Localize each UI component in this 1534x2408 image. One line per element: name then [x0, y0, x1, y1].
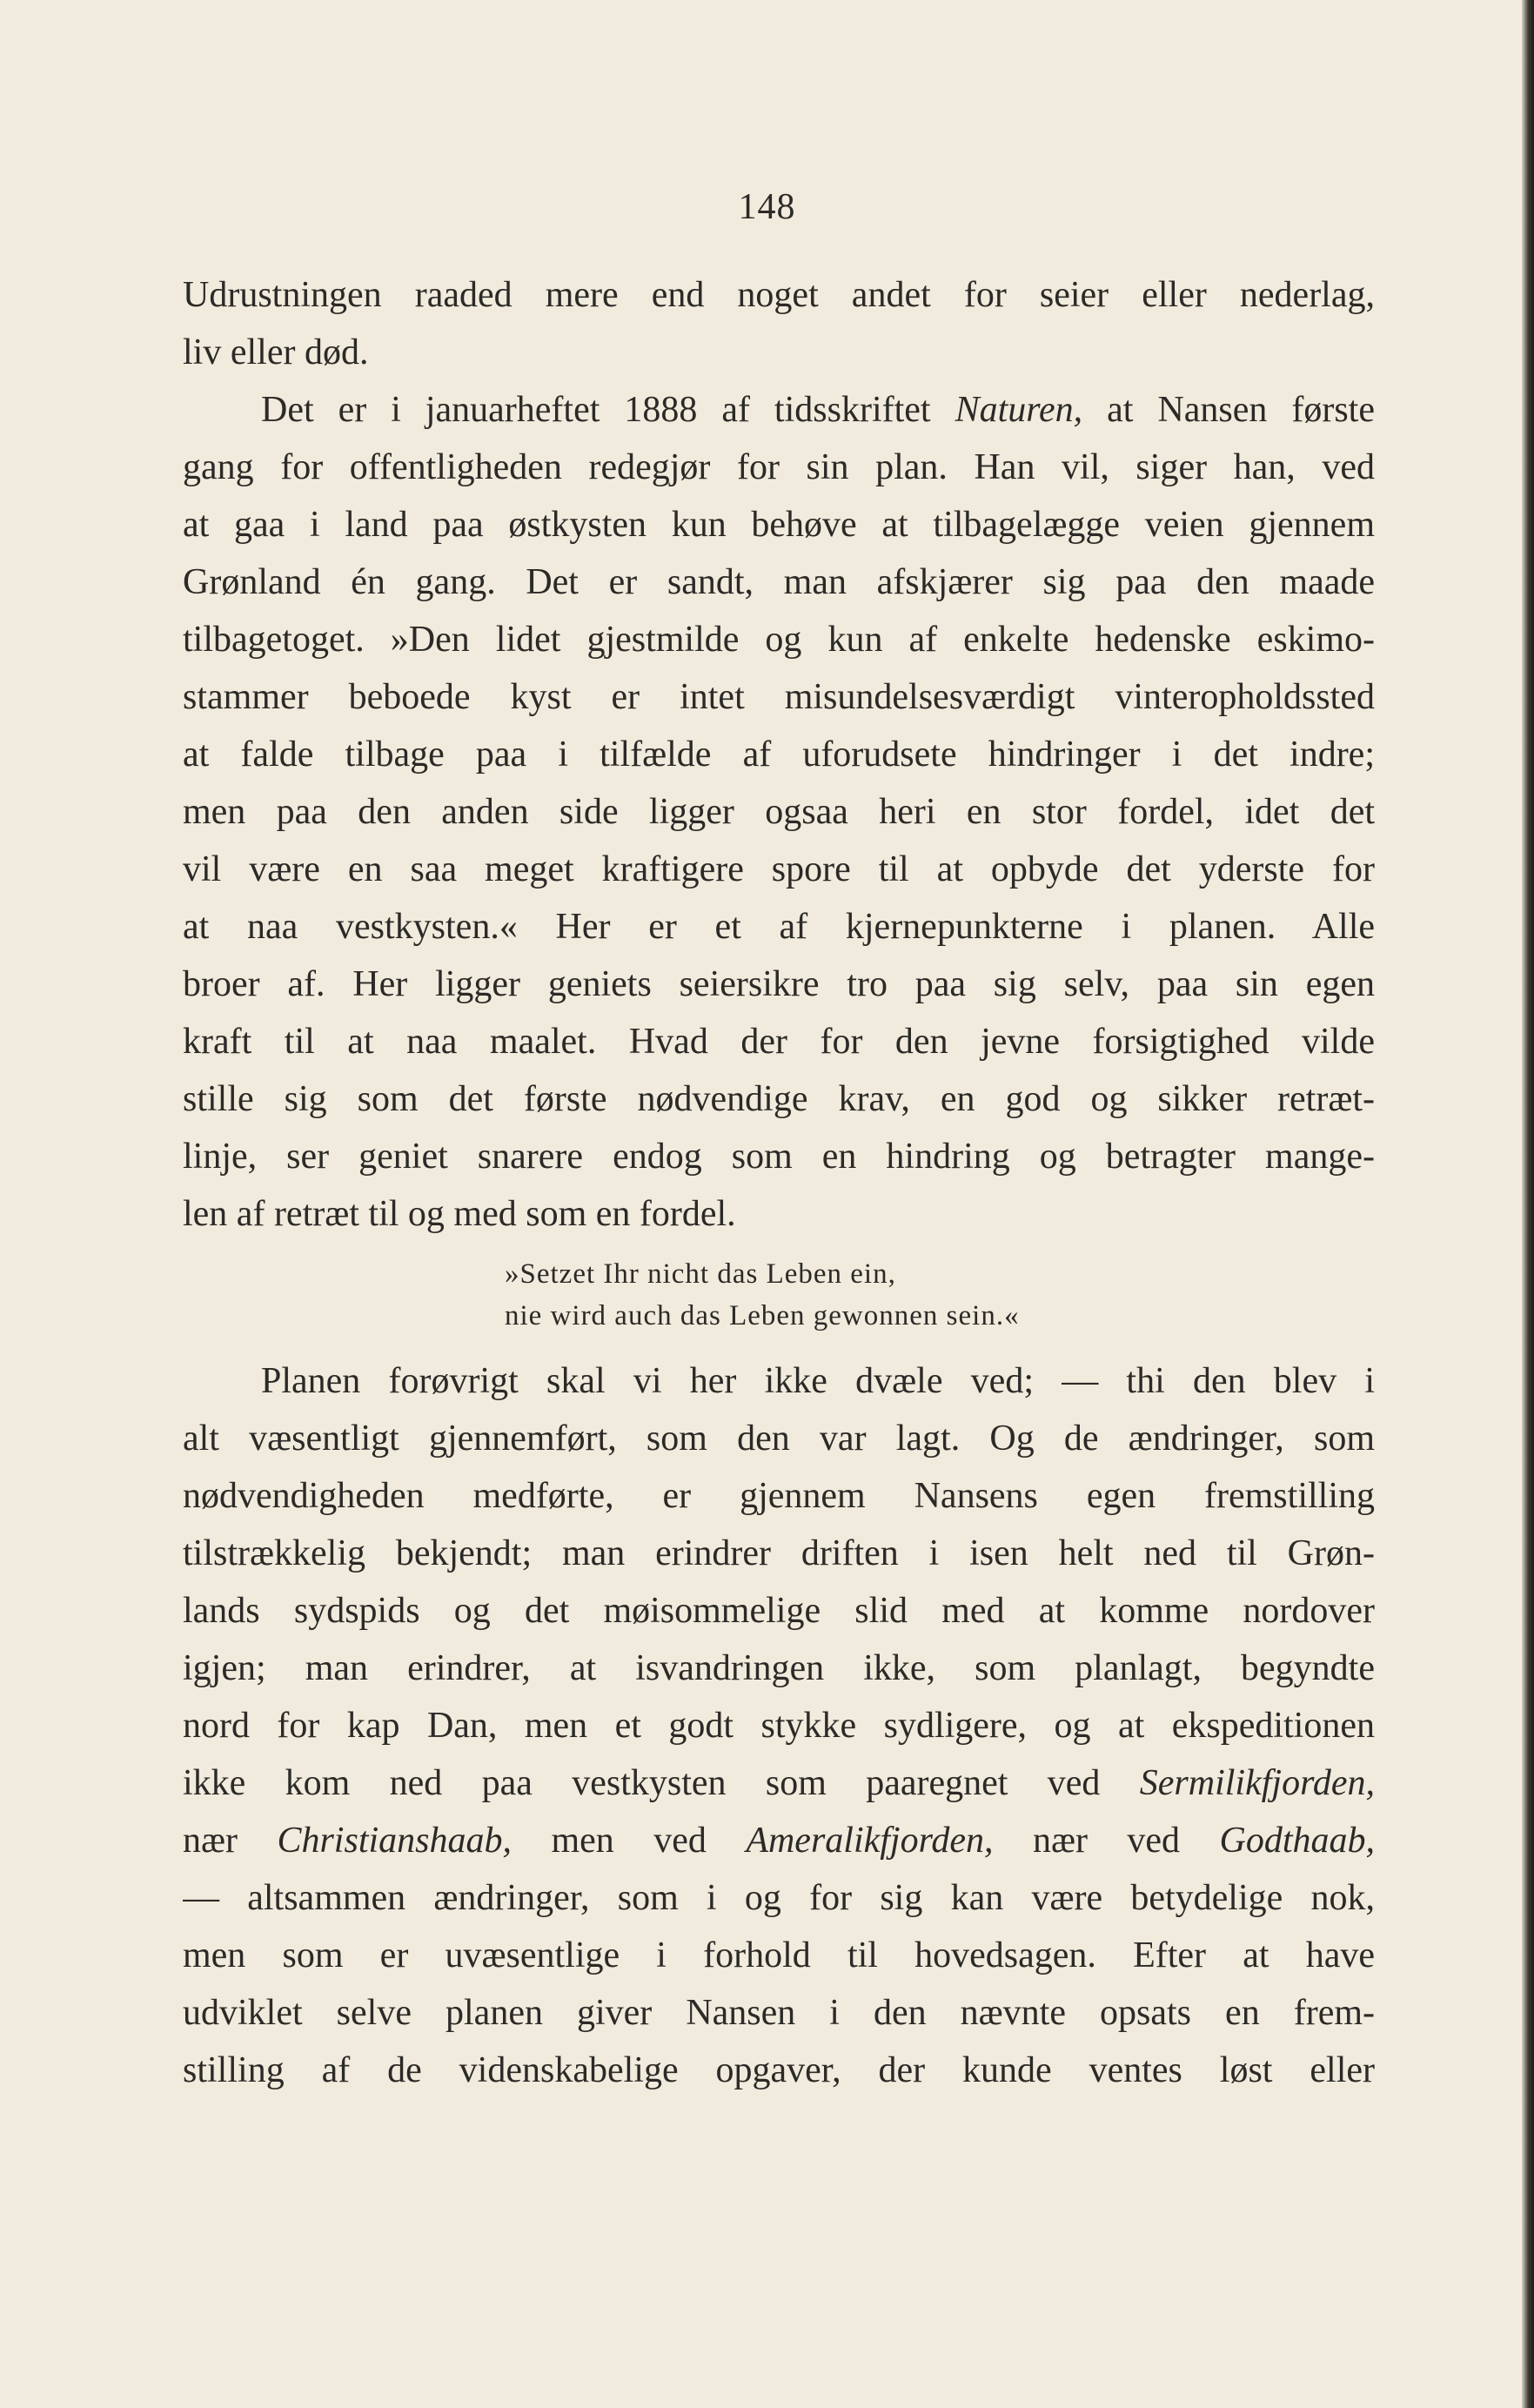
text-line: at gaa i land paa østkysten kun behøve at tilbagelægge veien gjennem — [183, 505, 1375, 545]
text-line: udviklet selve planen giver Nansen i den nævnte opsats en frem- — [183, 1993, 1375, 2033]
text-line: lands sydspids og det møisommelige slid med at komme nordover — [183, 1591, 1375, 1631]
text-line: igjen; man erindrer, at isvandringen ikke, som planlagt, begyndte — [183, 1648, 1375, 1688]
journal-title: Naturen, — [955, 390, 1083, 430]
place-name: Sermilikfjorden, — [1139, 1763, 1375, 1803]
text-line: Planen forøvrigt skal vi her ikke dvæle ved; — thi den blev i — [261, 1361, 1375, 1401]
page-number: 148 — [738, 187, 796, 227]
text-segment: ikke kom ned paa vestkysten som paaregnet ved — [183, 1763, 1140, 1803]
text-line: nord for kap Dan, men et godt stykke sydligere, og at ekspeditionen — [183, 1706, 1375, 1746]
page-edge-shadow — [1522, 0, 1534, 2408]
text-line — [183, 1812, 1375, 1869]
text-line — [183, 1754, 1375, 1812]
place-name: Ameralikfjorden, — [746, 1821, 994, 1861]
text-line: alt væsentligt gjennemført, som den var lagt. Og de ændringer, som — [183, 1419, 1375, 1459]
text-line: men paa den anden side ligger ogsaa heri en stor fordel, idet det — [183, 792, 1375, 832]
text-line: kraft til at naa maalet. Hvad der for den jevne forsigtighed vilde — [183, 1022, 1375, 1062]
text-line: men som er uvæsentlige i forhold til hovedsagen. Efter at have — [183, 1935, 1375, 1975]
text-segment: men ved — [512, 1821, 747, 1861]
text-line: len af retræt til og med som en fordel. — [183, 1194, 736, 1234]
text-line: vil være en saa meget kraftigere spore til at opbyde det yderste for — [183, 849, 1375, 889]
text-segment: Det er i januarheftet 1888 af tidsskriftet — [261, 390, 955, 430]
text-segment: at Nansen første — [1082, 390, 1375, 430]
text-line: Grønland én gang. Det er sandt, man afskjærer sig paa den maade — [183, 562, 1375, 602]
text-line: tilbagetoget. »Den lidet gjestmilde og kun af enkelte hedenske eskimo- — [183, 620, 1375, 660]
place-name: Godthaab, — [1219, 1821, 1375, 1861]
quote-line: »Setzet Ihr nicht das Leben ein, — [505, 1258, 896, 1290]
paragraph-continuation — [183, 266, 1375, 381]
paragraph-plan-details — [183, 1352, 1375, 2099]
text-line: liv eller død. — [183, 332, 369, 372]
text-segment: nær ved — [993, 1821, 1220, 1861]
place-name: Christianshaab, — [277, 1821, 512, 1861]
text-line: at falde tilbage paa i tilfælde af uforudsete hindringer i det indre; — [183, 734, 1375, 775]
text-line: Udrustningen raaded mere end noget andet for seier eller nederlag, — [183, 275, 1375, 315]
text-line: — altsammen ændringer, som i og for sig kan være betydelige nok, — [183, 1878, 1375, 1918]
quote-line: nie wird auch das Leben gewonnen sein.« — [505, 1300, 1020, 1331]
text-line: stille sig som det første nødvendige krav, en god og sikker retræt- — [183, 1079, 1375, 1119]
text-line: gang for offentligheden redegjør for sin plan. Han vil, siger han, ved — [183, 447, 1375, 487]
text-segment: nær — [183, 1821, 278, 1861]
text-line: stilling af de videnskabelige opgaver, der kunde ventes løst eller — [183, 2050, 1375, 2090]
text-line: broer af. Her ligger geniets seiersikre tro paa sig selv, paa sin egen — [183, 964, 1375, 1004]
text-line: tilstrækkelig bekjendt; man erindrer driften i isen helt ned til Grøn- — [183, 1533, 1375, 1573]
text-line: stammer beboede kyst er intet misundelsesværdigt vinteropholdssted — [183, 677, 1375, 717]
paragraph-plan — [183, 381, 1375, 1243]
text-line: nødvendigheden medførte, er gjennem Nansens egen fremstilling — [183, 1476, 1375, 1516]
text-line: at naa vestkysten.« Her er et af kjernepunkterne i planen. Alle — [183, 907, 1375, 947]
quotation — [505, 1253, 1131, 1337]
text-line: linje, ser geniet snarere endog som en hindring og betragter mange- — [183, 1137, 1375, 1177]
text-line — [183, 381, 1375, 439]
